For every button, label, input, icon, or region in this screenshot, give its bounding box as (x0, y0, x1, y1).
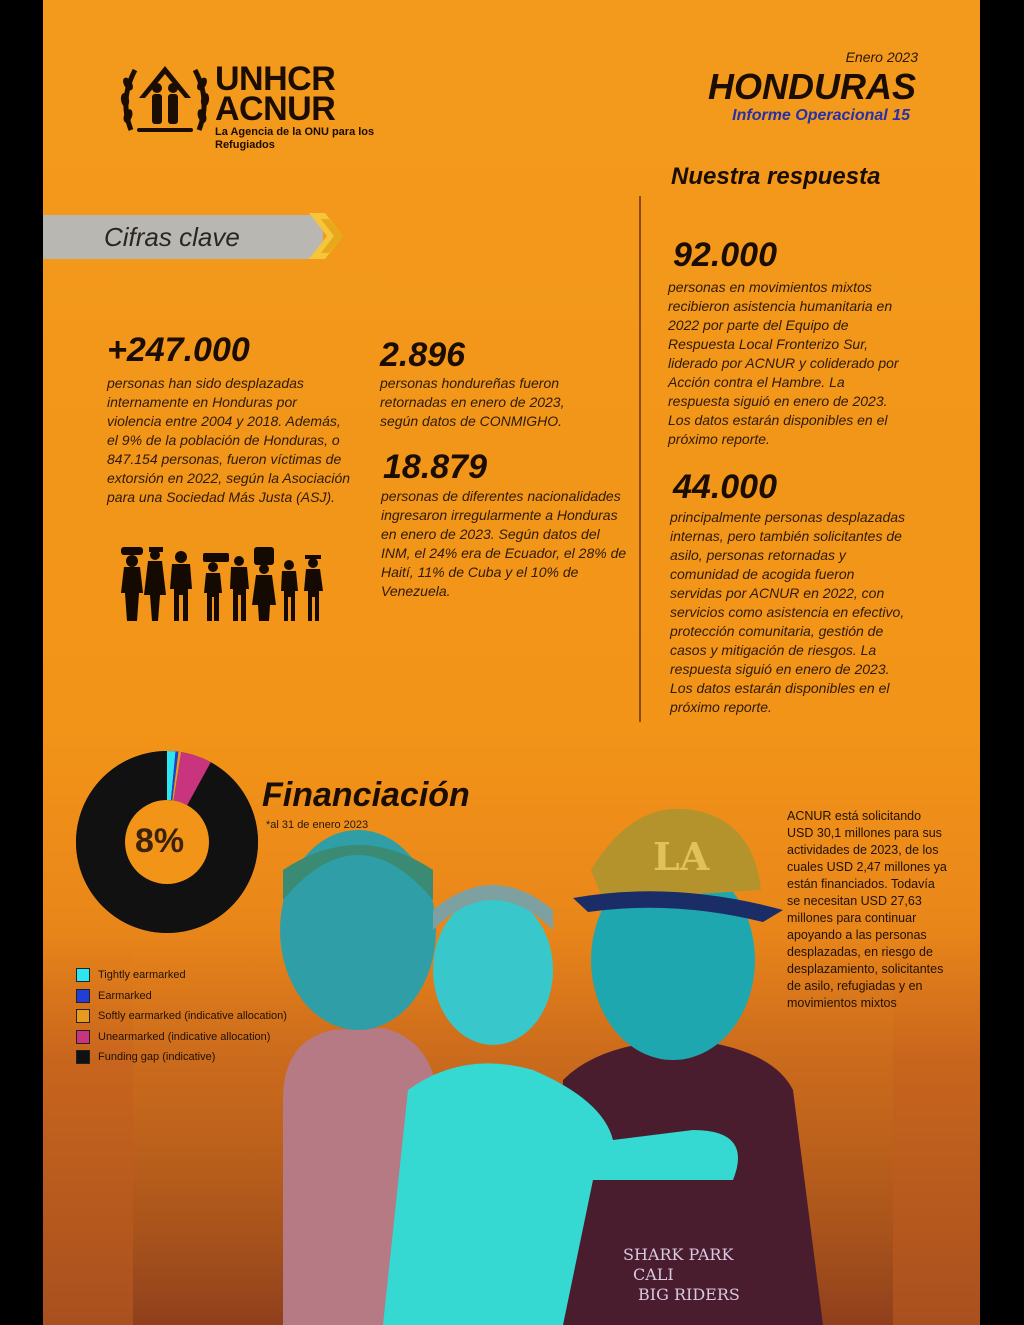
svg-text:BIG RIDERS: BIG RIDERS (638, 1285, 740, 1304)
legend-label: Tightly earmarked (98, 969, 186, 982)
legend-swatch (76, 968, 90, 982)
key-figures-heading: Cifras clave (104, 222, 240, 252)
legend-swatch (76, 1050, 90, 1064)
people-silhouettes-icon (119, 543, 329, 623)
legend-item (76, 986, 287, 1007)
funding-percent-label: 8% (135, 822, 185, 860)
legend-swatch (76, 1030, 90, 1044)
report-subtitle: Informe Operacional 15 (732, 107, 910, 124)
funding-heading: Financiación (262, 776, 470, 814)
legend-item (76, 1027, 287, 1048)
legend-swatch (76, 989, 90, 1003)
factsheet-page (43, 0, 980, 1325)
unhcr-laurel-logo-icon (119, 60, 211, 136)
legend-item (76, 965, 287, 986)
stat-served-value: 44.000 (673, 468, 777, 506)
stat-mixed-movements-text: personas en movimientos mixtos recibieron asistencia humanitaria en 2022 por parte del Equipo de Respuesta Local Fronterizo Sur, liderado por ACNUR y coliderado por Acción contra el Hambre. La respuesta siguió en enero de 2023. Los datos estarán disponibles en el próximo reporte. (668, 279, 899, 447)
report-date: Enero 2023 (845, 49, 918, 65)
funding-description: ACNUR está solicitando USD 30,1 millones para sus actividades de 2023, de los cuales USD 2,47 millones ya están financiados. Todavía se necesitan USD 27,63 millones para continuar apoyando a las personas desplazadas, en riesgo de desplazamiento, solicitantes de asilo, refugiadas y en movimientos mixtos (787, 809, 947, 1010)
stat-displaced-value: +247.000 (107, 331, 250, 369)
stat-returned-text: personas hondureñas fueron retornadas en enero de 2023, según datos de CONMIGHO. (380, 375, 565, 429)
svg-text:SHARK PARK: SHARK PARK (623, 1245, 734, 1264)
response-heading: Nuestra respuesta (671, 163, 881, 190)
stat-returned-value: 2.896 (380, 336, 466, 374)
legend-label: Earmarked (98, 989, 152, 1002)
stat-irregular-value: 18.879 (383, 448, 487, 486)
svg-text:CALI: CALI (633, 1265, 674, 1284)
funding-legend (76, 965, 287, 1068)
country-title: HONDURAS (707, 66, 916, 107)
legend-label: Softly earmarked (indicative allocation) (98, 1010, 287, 1023)
svg-text:LA: LA (653, 834, 710, 879)
stat-displaced-text: personas han sido desplazadas internamente en Honduras por violencia entre 2004 y 2018. Además, el 9% de la población de Honduras, o 847.154 personas, fueron víctimas de extorsión en 2022, según la Asociación para una Sociedad Más Justa (ASJ). (107, 375, 351, 505)
logo-subtitle: La Agencia de la ONU para los Refugiados (215, 126, 375, 151)
stat-mixed-movements-value: 92.000 (673, 236, 777, 274)
logo-wordmark: UNHCR ACNUR (215, 60, 336, 128)
column-divider (639, 196, 641, 722)
chevron-right-icon (307, 211, 349, 261)
legend-label: Unearmarked (indicative allocation) (98, 1030, 271, 1043)
funding-date-note: *al 31 de enero 2023 (266, 819, 369, 831)
legend-item (76, 1006, 287, 1027)
legend-label: Funding gap (indicative) (98, 1051, 216, 1064)
legend-item (76, 1047, 287, 1068)
legend-swatch (76, 1009, 90, 1023)
stat-served-text: principalmente personas desplazadas internas, pero también solicitantes de asilo, personas retornadas y comunidad de acogida fueron servidas por ACNUR en 2022, con servicios como asistencia en efectivo, protección comunitaria, gestión de casos y mitigación de riesgos. La respuesta siguió en enero de 2023. Los datos estarán disponibles en el próximo reporte. (670, 509, 906, 715)
stat-irregular-text: personas de diferentes nacionalidades ingresaron irregularmente a Honduras en enero de 2023. Según datos del INM, el 24% era de Ecuador, el 28% de Haití, 11% de Cuba y el 10% de Venezuela. (381, 488, 627, 599)
